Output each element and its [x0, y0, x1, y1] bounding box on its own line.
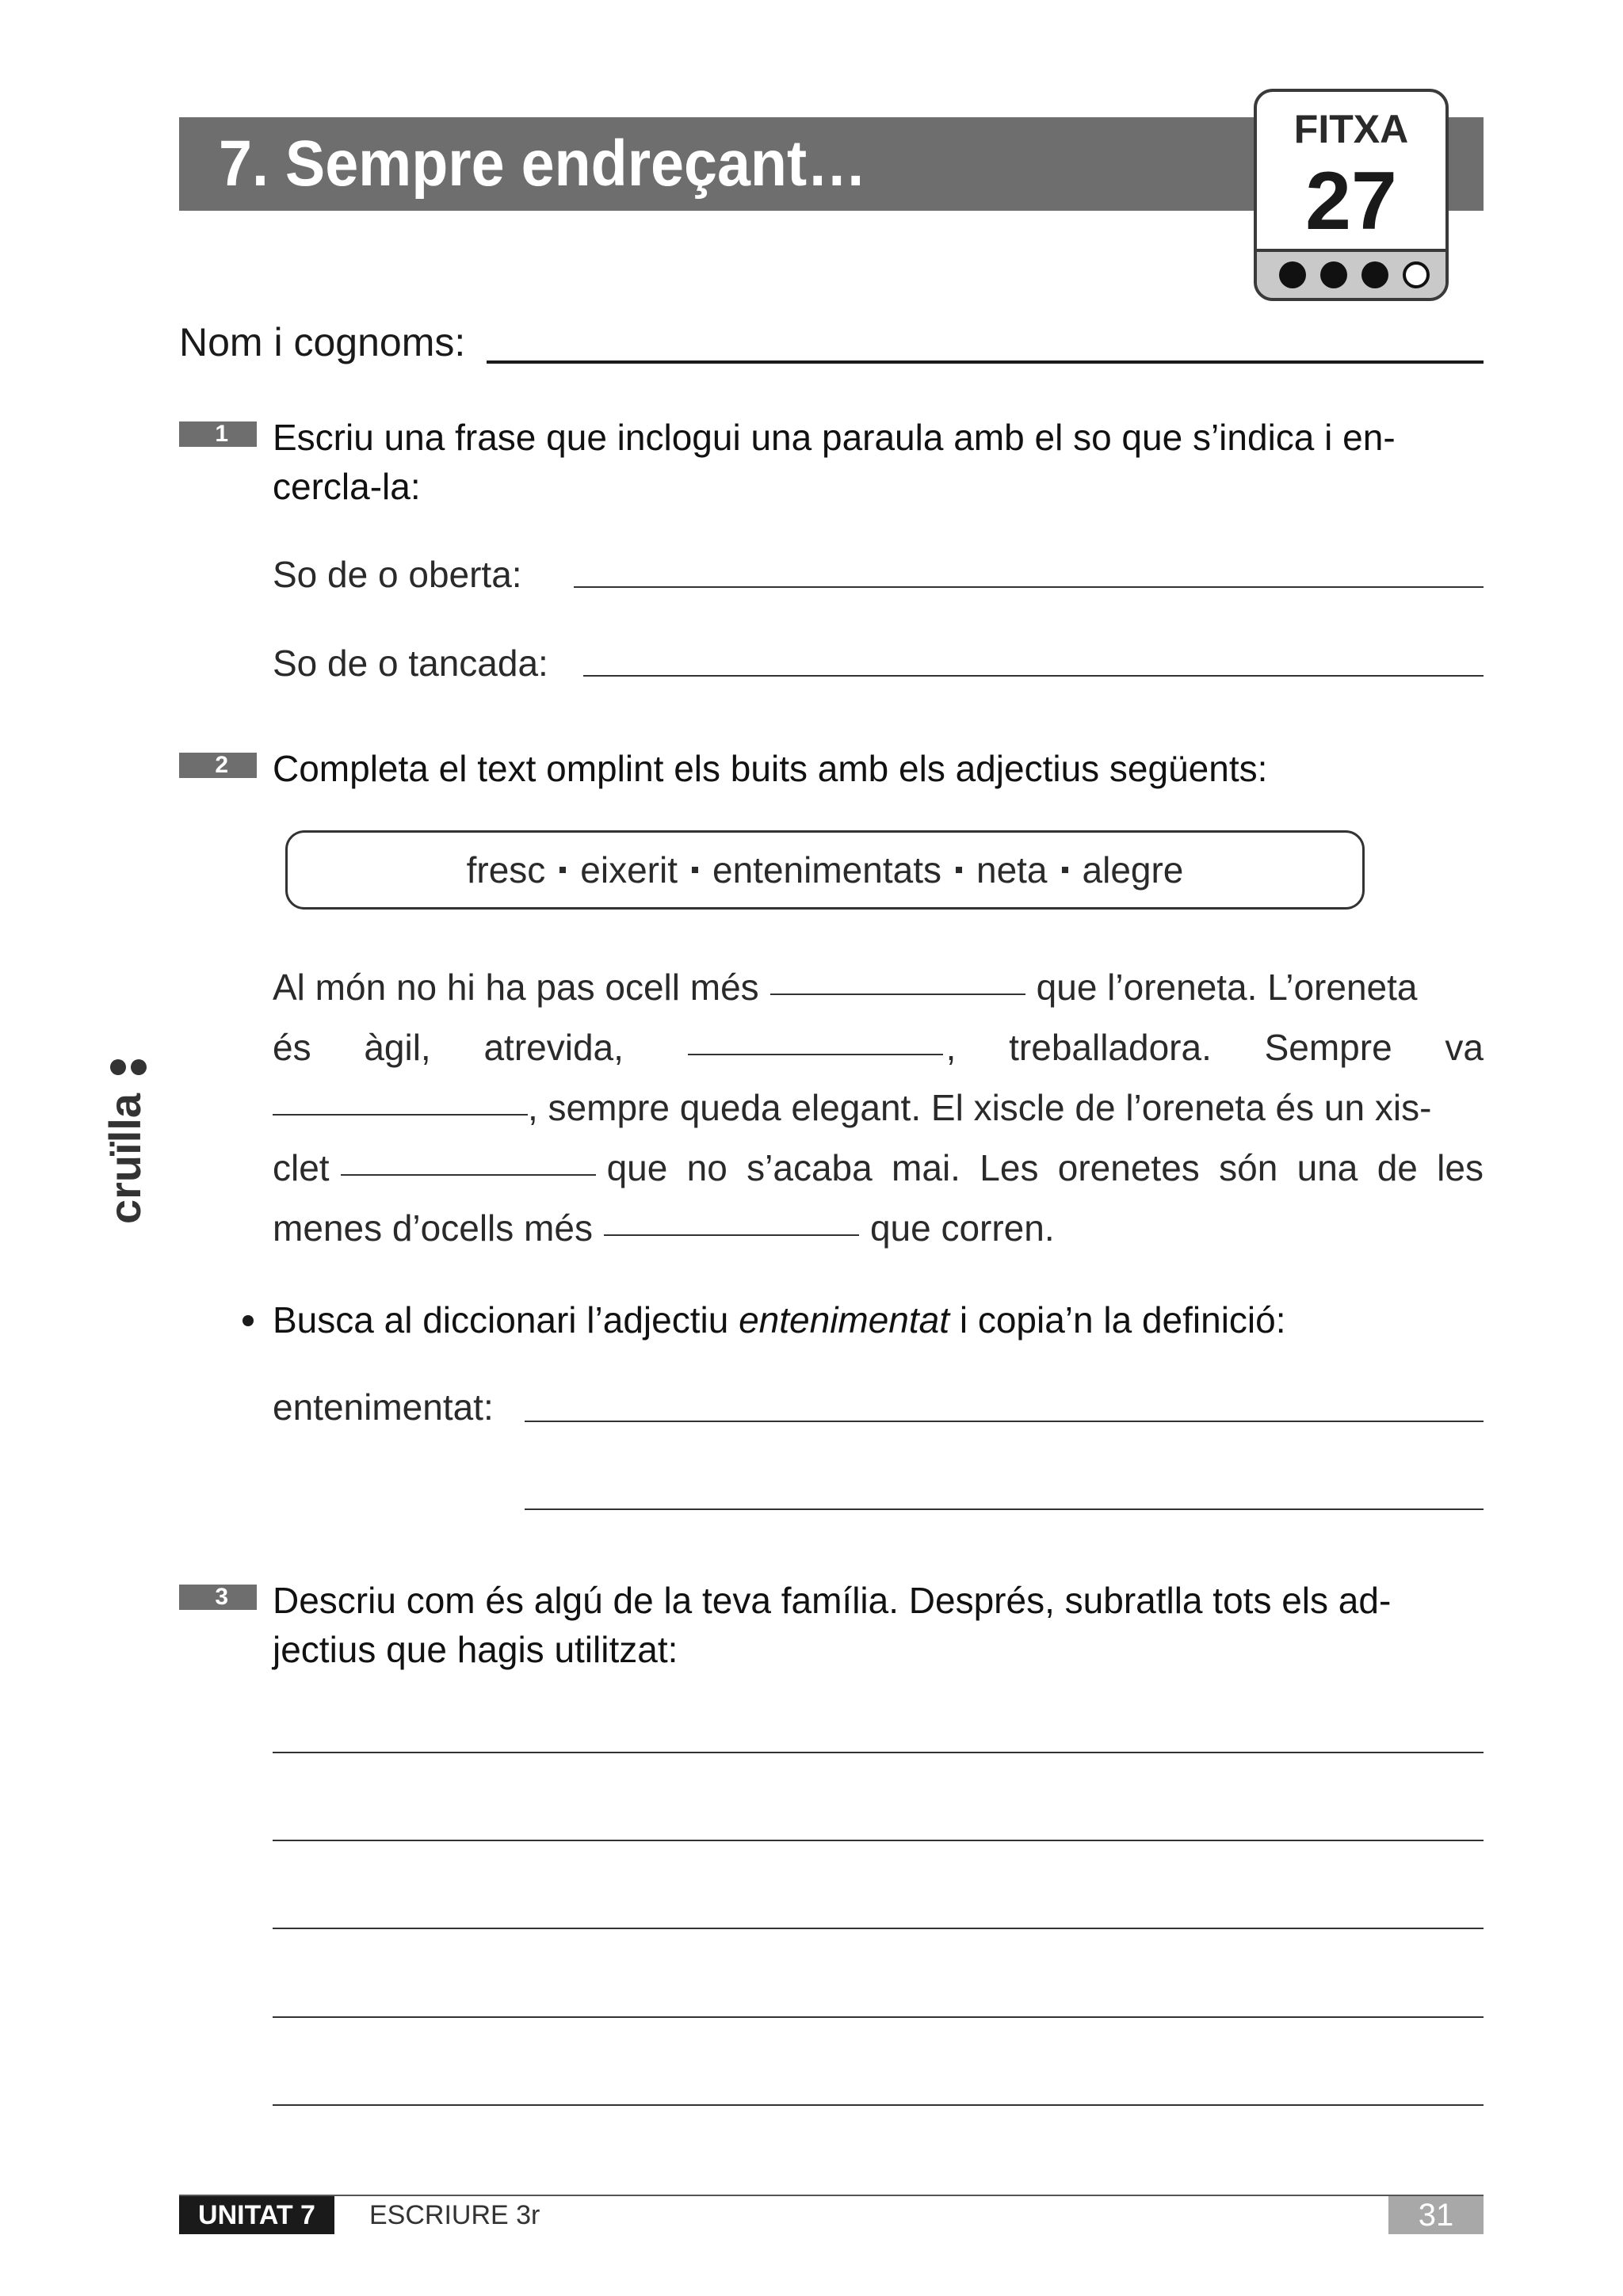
blank-5[interactable] — [604, 1234, 859, 1236]
exercise-1-marker: 1 — [179, 421, 257, 447]
blank-1[interactable] — [770, 994, 1025, 995]
exercise-3-instruction-line1: Descriu com és algú de la teva família. Després, subratlla tots els ad- — [273, 1580, 1392, 1621]
paragraph-text: que no s’acaba mai. Les orenetes són una de les — [606, 1147, 1484, 1188]
footer-title: ESCRIURE 3r — [369, 2200, 540, 2230]
publisher-logo — [97, 1093, 153, 1224]
definition-line-2[interactable] — [525, 1508, 1484, 1510]
closed-o-answer-line[interactable] — [583, 675, 1484, 677]
open-o-label: So de o oberta: — [273, 554, 522, 595]
word-separator — [692, 867, 698, 873]
writing-line[interactable] — [273, 2016, 1484, 2018]
paragraph-text: Sempre — [1264, 1027, 1392, 1068]
badge-number: 27 — [1305, 155, 1397, 247]
fitxa-badge — [1254, 89, 1449, 301]
bullet-text: Busca al diccionari l’adjectiu — [273, 1299, 739, 1341]
paragraph-text: clet — [273, 1147, 330, 1188]
word-bank-item: entenimentats — [712, 849, 941, 891]
word-bank-item: eixerit — [580, 849, 678, 891]
blank-2-group — [677, 1017, 957, 1077]
definition-line-1[interactable] — [525, 1421, 1484, 1422]
difficulty-dot-empty-icon — [1403, 261, 1430, 288]
paragraph-line-1 — [273, 957, 1484, 1017]
paragraph-text: , sempre queda elegant. El xiscle de l’oreneta és un xis- — [528, 1087, 1432, 1128]
word-bank-item: alegre — [1082, 849, 1184, 891]
bullet-text: i copia’n la definició: — [949, 1299, 1286, 1341]
paragraph-text: , — [945, 1027, 957, 1068]
blank-4[interactable] — [341, 1174, 596, 1176]
paragraph-text: menes d’ocells més — [273, 1207, 593, 1249]
logo-dots-icon — [109, 1058, 148, 1076]
word-bank-item: fresc — [466, 849, 546, 891]
word-separator — [559, 867, 566, 873]
exercise-3-marker: 3 — [179, 1585, 257, 1610]
paragraph-line-2 — [273, 1017, 1484, 1077]
word-bank-row — [288, 833, 1362, 907]
paragraph-text: àgil, — [364, 1027, 431, 1068]
writing-line[interactable] — [273, 1928, 1484, 1929]
word-separator — [1062, 867, 1068, 873]
exercise-2-marker: 2 — [179, 753, 257, 778]
blank-3[interactable] — [273, 1114, 528, 1116]
page-title: 7. Sempre endreçant… — [219, 128, 867, 200]
paragraph-text: Al món no hi ha pas ocell més — [273, 967, 759, 1008]
exercise-1-instruction-line2: cercla-la: — [273, 466, 421, 507]
paragraph-line-4 — [273, 1138, 1484, 1198]
bullet-italic-word: entenimentat — [739, 1299, 950, 1341]
name-label: Nom i cognoms: — [179, 320, 466, 364]
paragraph-text: que corren. — [869, 1207, 1055, 1249]
bullet-instruction — [273, 1295, 1286, 1344]
paragraph-line-3 — [273, 1077, 1484, 1138]
paragraph-text: que l’oreneta. L’oreneta — [1036, 967, 1418, 1008]
open-o-answer-line[interactable] — [574, 586, 1484, 588]
exercise-2-instruction: Completa el text omplint els buits amb els adjectius següents: — [273, 748, 1268, 789]
exercise-3-instruction-line2: jectius que hagis utilitzat: — [273, 1629, 678, 1670]
word-separator — [956, 867, 962, 873]
page-number: 31 — [1388, 2196, 1484, 2234]
publisher-logo-text: cruïlla — [100, 1093, 150, 1224]
difficulty-dot-filled-icon — [1279, 261, 1306, 288]
blank-2[interactable] — [688, 1054, 943, 1055]
writing-line[interactable] — [273, 1840, 1484, 1841]
name-field[interactable] — [487, 360, 1484, 364]
paragraph-text: va — [1445, 1027, 1484, 1068]
exercise-1-instruction-line1: Escriu una frase que inclogui una paraula amb el so que s’indica i en- — [273, 417, 1396, 458]
footer-unit: UNITAT 7 — [179, 2196, 334, 2234]
word-bank-item: neta — [976, 849, 1048, 891]
difficulty-dot-filled-icon — [1361, 261, 1388, 288]
writing-line[interactable] — [273, 1752, 1484, 1753]
paragraph-line-5 — [273, 1198, 1484, 1258]
paragraph-text: atrevida, — [483, 1027, 624, 1068]
writing-line[interactable] — [273, 2104, 1484, 2106]
definition-label: entenimentat: — [273, 1386, 494, 1428]
closed-o-label: So de o tancada: — [273, 643, 548, 684]
paragraph-text: és — [273, 1027, 311, 1068]
paragraph-text: treballadora. — [1009, 1027, 1212, 1068]
badge-label: FITXA — [1293, 107, 1409, 151]
word-bank — [285, 830, 1365, 910]
difficulty-dot-filled-icon — [1320, 261, 1347, 288]
difficulty-indicator — [1257, 249, 1445, 298]
bullet-icon — [242, 1315, 254, 1326]
